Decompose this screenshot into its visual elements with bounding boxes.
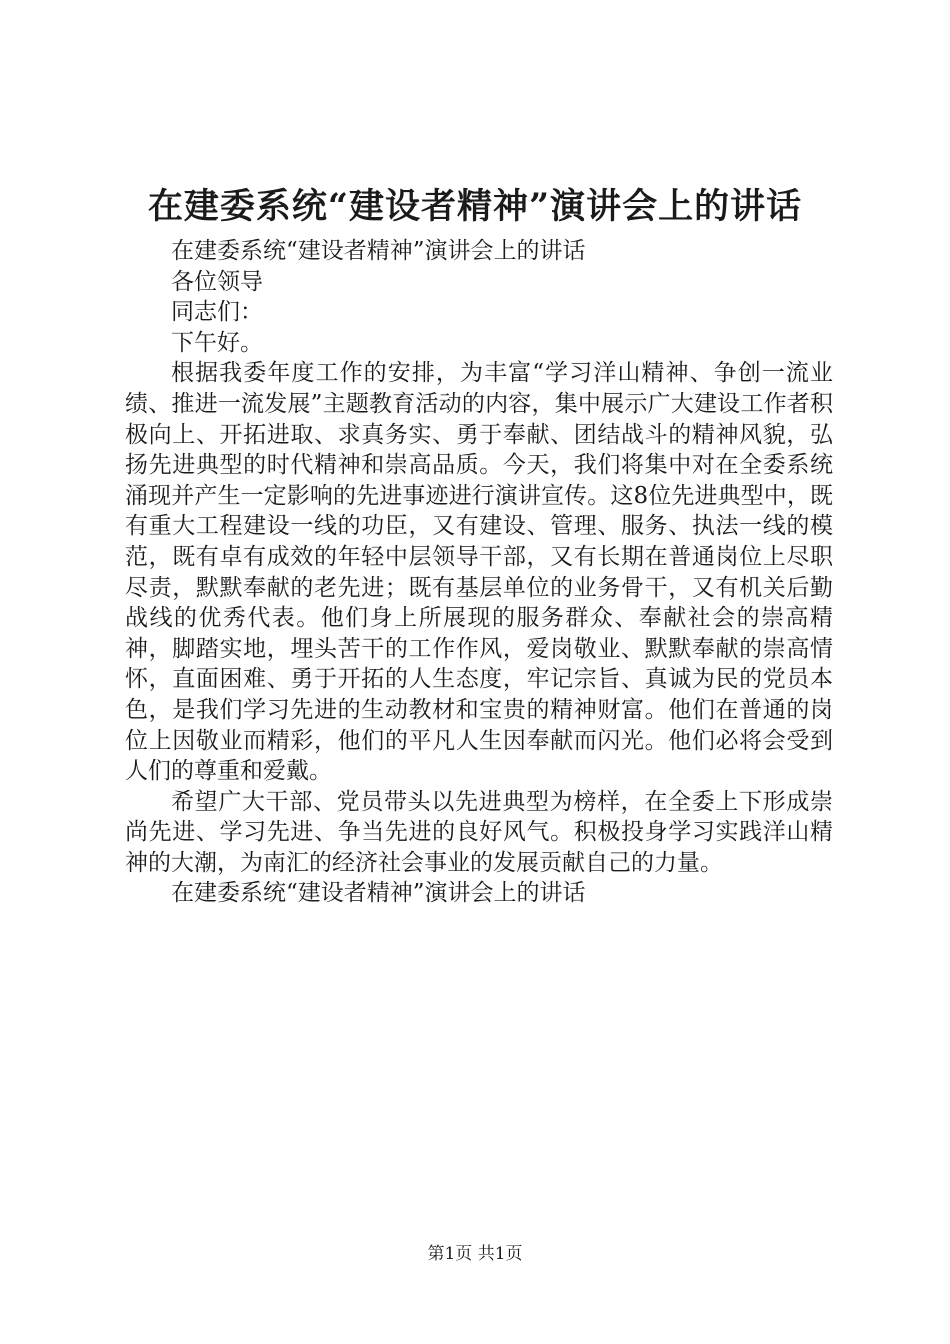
document-title: 在建委系统“建设者精神”演讲会上的讲话 [147,186,803,227]
greeting: 下午好。 [171,329,263,356]
salutation-leaders: 各位领导 [171,268,263,295]
body-paragraph-main: 根据我委年度工作的安排，为丰富“学习洋山精神、争创一流业绩、推进一流发展”主题教育活动的内容，集中展示广大建设工作者积极向上、开拓进取、求真务实、勇于奉献、团结战斗的精神风貌，弘扬先进典型的时代精神和崇高品质。今天，我们将集中对在全委系统涌现并产生一定影响的先进事迹进行演讲宣传。这8位先进典型中，既有重大工程建设一线的功臣，又有建设、管理、服务、执法一线的模范，既有卓有成效的年轻中层领导干部，又有长期在普通岗位上尽职尽责，默默奉献的老先进；既有基层单位的业务骨干，又有机关后勤战线的优秀代表。他们身上所展现的服务群众、奉献社会的崇高精神，脚踏实地，埋头苦干的工作作风，爱岗敬业、默默奉献的崇高情怀，直面困难、勇于开拓的人生态度，牢记宗旨、真诚为民的党员本色，是我们学习先进的生动教材和宝贵的精神财富。他们在普通的岗位上因敬业而精彩，他们的平凡人生因奉献而闪光。他们必将会受到人们的尊重和爱戴。 [125,360,833,785]
salutation-comrades: 同志们： [171,299,263,326]
repeated-heading: 在建委系统“建设者精神”演讲会上的讲话 [171,238,586,264]
body-paragraph-closing: 希望广大干部、党员带头以先进典型为榜样，在全委上下形成崇尚先进、学习先进、争当先进的良好风气。积极投身学习实践洋山精神的大潮，为南汇的经济社会事业的发展贡献自己的力量。 [125,788,833,876]
trailing-heading: 在建委系统“建设者精神”演讲会上的讲话 [171,880,586,907]
document-body [125,236,833,909]
page-number-footer: 第1页 共1页 [427,1244,523,1264]
